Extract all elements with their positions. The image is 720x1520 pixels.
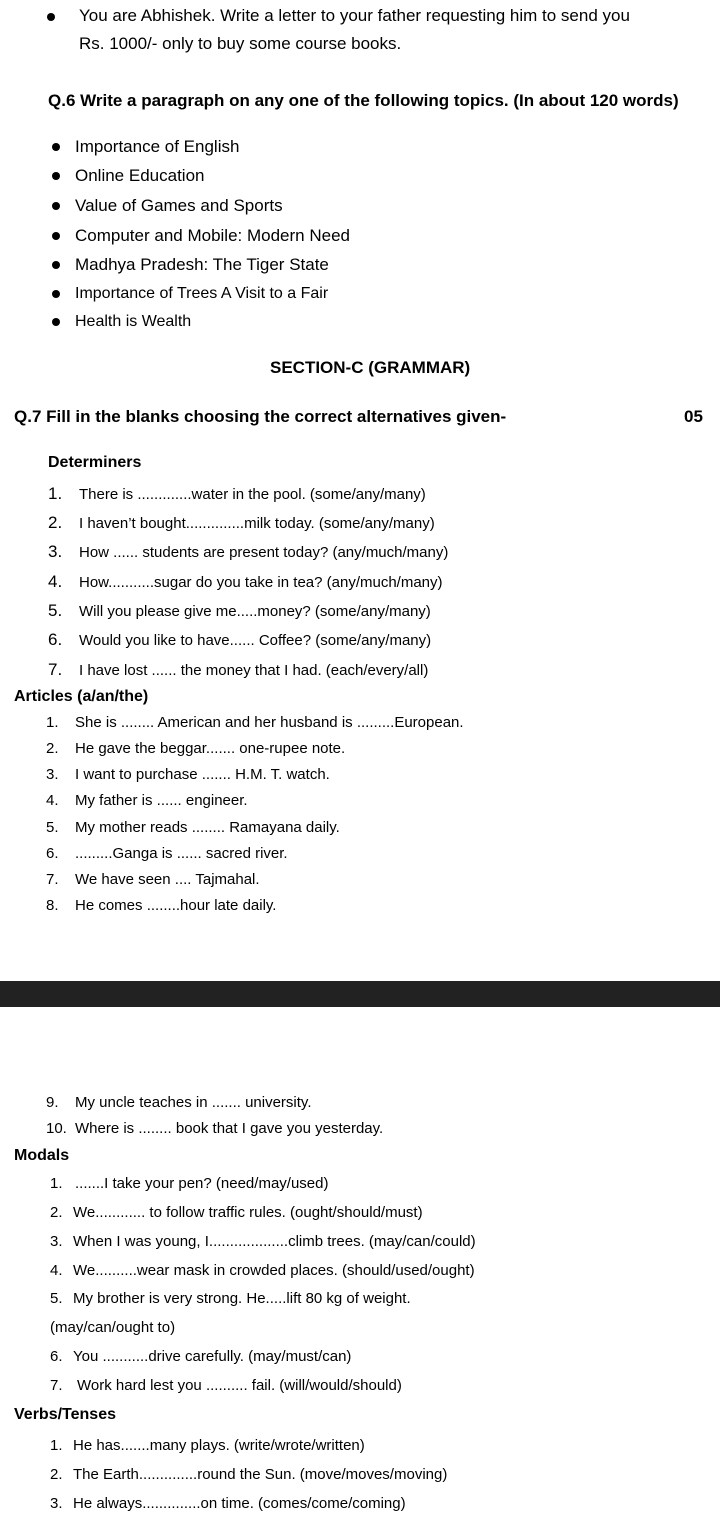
modal-item: When I was young, I...................climb trees. (may/can/could) xyxy=(73,1233,476,1250)
bullet xyxy=(52,318,60,326)
determiner-item: I have lost ...... the money that I had. (each/every/all) xyxy=(79,662,429,679)
q6-heading: Q.6 Write a paragraph on any one of the following topics. (In about 120 words) xyxy=(48,91,679,110)
item-number: 3. xyxy=(50,1495,63,1512)
item-number: 4. xyxy=(48,572,63,591)
articles-title: Articles (a/an/the) xyxy=(14,688,149,705)
verb-item: He has.......many plays. (write/wrote/written) xyxy=(73,1437,365,1454)
item-number: 2. xyxy=(48,513,63,532)
q7-marks: 05 xyxy=(684,407,703,426)
modal-item: We............ to follow traffic rules. (ought/should/must) xyxy=(73,1204,423,1221)
article-item: She is ........ American and her husband is .........European. xyxy=(75,714,464,731)
determiner-item: Will you please give me.....money? (some/any/many) xyxy=(79,603,431,620)
verb-item: The Earth..............round the Sun. (move/moves/moving) xyxy=(73,1466,448,1483)
topic-item: Value of Games and Sports xyxy=(75,196,283,215)
bullet xyxy=(52,261,60,269)
bullet xyxy=(47,13,55,21)
article-item: We have seen .... Tajmahal. xyxy=(75,871,260,888)
determiners-title: Determiners xyxy=(48,454,142,471)
determiner-item: How...........sugar do you take in tea? (any/much/many) xyxy=(79,574,443,591)
topic-item: Importance of Trees A Visit to a Fair xyxy=(75,285,329,302)
item-number: 9. xyxy=(46,1094,59,1111)
article-item: Where is ........ book that I gave you yesterday. xyxy=(75,1120,384,1137)
item-number: 3. xyxy=(48,542,63,561)
item-number: 1. xyxy=(46,714,59,731)
article-item: I want to purchase ....... H.M. T. watch. xyxy=(75,766,330,783)
item-number: 2. xyxy=(46,740,59,757)
item-number: 7. xyxy=(48,660,63,679)
article-item: My uncle teaches in ....... university. xyxy=(75,1094,312,1111)
modals-title: Modals xyxy=(14,1147,70,1164)
topic-item: Computer and Mobile: Modern Need xyxy=(75,226,350,245)
modal-item: You ...........drive carefully. (may/must/can) xyxy=(73,1348,352,1365)
item-number: 1. xyxy=(48,484,63,503)
verbs-title: Verbs/Tenses xyxy=(14,1406,116,1423)
bullet xyxy=(52,232,60,240)
item-number: 5. xyxy=(50,1290,63,1307)
modal-item: Work hard lest you .......... fail. (will/would/should) xyxy=(77,1377,402,1394)
article-item: He gave the beggar....... one-rupee note. xyxy=(75,740,346,757)
determiner-item: I haven’t bought..............milk today. (some/any/many) xyxy=(79,515,435,532)
topic-item: Health is Wealth xyxy=(75,313,192,330)
article-item: My mother reads ........ Ramayana daily. xyxy=(75,819,340,836)
determiner-item: There is .............water in the pool. (some/any/many) xyxy=(79,486,426,503)
item-number: 4. xyxy=(50,1262,63,1279)
article-item: He comes ........hour late daily. xyxy=(75,897,277,914)
article-item: .........Ganga is ...... sacred river. xyxy=(75,845,288,862)
letter-prompt-line: Rs. 1000/- only to buy some course books. xyxy=(79,34,402,53)
modal-item: My brother is very strong. He.....lift 80 kg of weight. xyxy=(73,1290,411,1307)
modal-item: .......I take your pen? (need/may/used) xyxy=(75,1175,329,1192)
verb-item: He always..............on time. (comes/come/coming) xyxy=(73,1495,406,1512)
letter-prompt-line: You are Abhishek. Write a letter to your father requesting him to send you xyxy=(79,6,630,25)
item-number: 7. xyxy=(50,1377,63,1394)
topic-item: Importance of English xyxy=(75,137,240,156)
item-number: 1. xyxy=(50,1175,63,1192)
item-number: 6. xyxy=(50,1348,63,1365)
modal-item-options: (may/can/ought to) xyxy=(50,1319,176,1336)
item-number: 8. xyxy=(46,897,59,914)
bullet xyxy=(52,290,60,298)
item-number: 2. xyxy=(50,1204,63,1221)
item-number: 5. xyxy=(46,819,59,836)
item-number: 3. xyxy=(46,766,59,783)
item-number: 7. xyxy=(46,871,59,888)
item-number: 3. xyxy=(50,1233,63,1250)
item-number: 10. xyxy=(46,1120,67,1137)
section-heading: SECTION-C (GRAMMAR) xyxy=(270,358,471,377)
bullet xyxy=(52,202,60,210)
item-number: 6. xyxy=(46,845,59,862)
determiner-item: Would you like to have...... Coffee? (some/any/many) xyxy=(79,632,432,649)
item-number: 4. xyxy=(46,792,59,809)
topic-item: Madhya Pradesh: The Tiger State xyxy=(75,255,329,274)
article-item: My father is ...... engineer. xyxy=(75,792,248,809)
q7-heading: Q.7 Fill in the blanks choosing the correct alternatives given- xyxy=(14,407,507,426)
bullet xyxy=(52,172,60,180)
bullet xyxy=(52,143,60,151)
item-number: 2. xyxy=(50,1466,63,1483)
item-number: 6. xyxy=(48,630,63,649)
item-number: 1. xyxy=(50,1437,63,1454)
topic-item: Online Education xyxy=(75,166,205,185)
modal-item: We..........wear mask in crowded places. (should/used/ought) xyxy=(73,1262,475,1279)
determiner-item: How ...... students are present today? (any/much/many) xyxy=(79,544,449,561)
page-divider xyxy=(0,981,720,1007)
item-number: 5. xyxy=(48,601,63,620)
